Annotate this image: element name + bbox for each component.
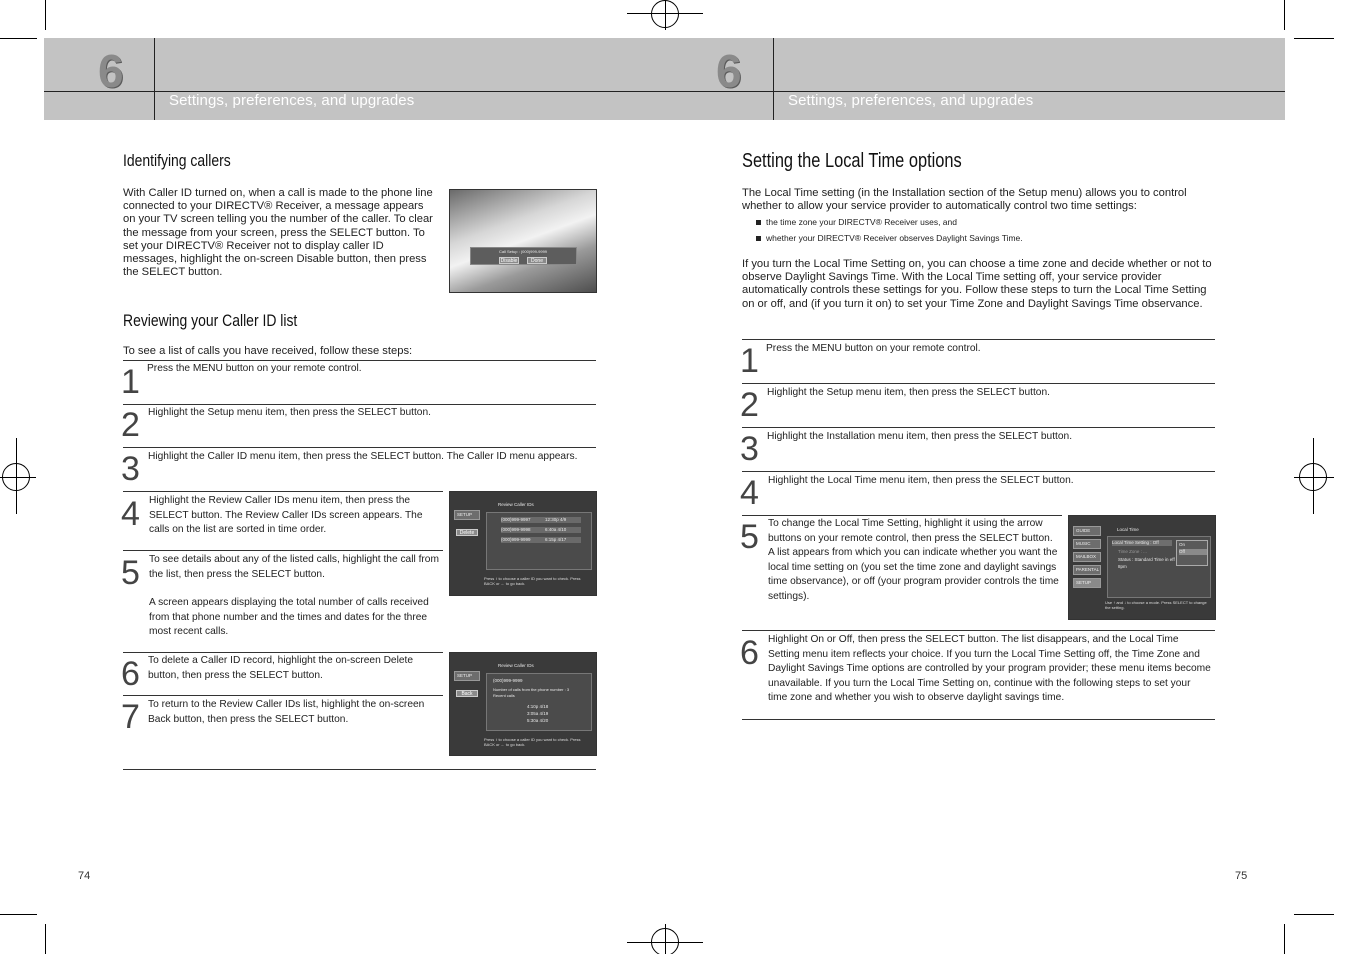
bullet-icon <box>756 220 761 225</box>
paragraph: With Caller ID turned on, when a call is made to the phone line connected to your DIRECTV® Receiver, a message appears on your TV screen telling you the number of the caller. To clear the message from your screen, press the SELECT button. To set your DIRECTV® Receiver not to display caller ID messages, highlight the on-screen Disable button, then press the SELECT button. <box>123 187 433 279</box>
review-callerids-screenshot <box>449 491 597 596</box>
step-number: 2 <box>740 386 759 424</box>
screen-title: Local Time <box>1117 527 1139 532</box>
list-item[interactable]: (000)999-9997 12:30p 4/9 <box>501 517 581 523</box>
step-text: Highlight the Review Caller IDs menu item, then press the SELECT button. The Review Caller IDs screen appears. The calls on the list are sorted in time order. <box>149 495 423 535</box>
step-rule <box>123 769 596 770</box>
crop-mark <box>45 924 46 954</box>
crop-mark <box>1284 0 1285 30</box>
list-item[interactable]: (000)999-9999 6:15p 4/17 <box>501 537 581 543</box>
call-count: Number of calls from the phone number : 3 <box>493 687 570 692</box>
paragraph: The Local Time setting (in the Installation section of the Setup menu) allows you to control whether to allow your service provider to automatically control two time settings: <box>742 187 1187 213</box>
option-on[interactable]: On <box>1179 542 1186 547</box>
step-number: 5 <box>121 554 140 592</box>
step-number: 2 <box>121 406 140 444</box>
local-time-screenshot <box>1068 515 1216 620</box>
paragraph: If you turn the Local Time Setting on, you can choose a time zone and decide whether or not to observe Daylight Savings Time. With the Local Time setting off, your service provider automatically controls these settings for you. Follow these steps to turn the Local Time Setting on or off, and (if you turn it on) to set your Time Zone and Daylight Savings Time observance. <box>742 258 1212 310</box>
bullet-icon <box>756 236 761 241</box>
step-rule <box>742 515 1062 516</box>
step-text: Highlight the Setup menu item, then press the SELECT button. <box>148 407 431 418</box>
chapter-number: 6 <box>98 45 124 97</box>
time-zone-setting: Time Zone : ... <box>1118 549 1147 554</box>
step-text: Highlight the Local Time menu item, then press the SELECT button. <box>768 475 1074 486</box>
step-text: To see details about any of the listed calls, highlight the call from the list, then press the SELECT button. <box>149 554 439 580</box>
step-rule <box>742 383 1215 384</box>
caller-number: (000)999-9999 <box>493 678 523 683</box>
step-rule <box>123 550 443 551</box>
crop-mark <box>0 914 37 915</box>
setup-tab[interactable]: SETUP <box>454 671 480 681</box>
step-rule <box>123 447 596 448</box>
page-number: 74 <box>78 870 91 882</box>
step-text: To delete a Caller ID record, highlight the on-screen Delete button, then press the SELECT button. <box>148 655 414 681</box>
callerid-dialog <box>470 247 577 265</box>
caller-list <box>486 512 592 570</box>
back-button[interactable]: Back <box>456 690 478 697</box>
step-number: 3 <box>740 430 759 468</box>
step-number: 7 <box>121 698 140 736</box>
time-status: Status : Standard Time in eff <box>1118 557 1175 562</box>
screen-title: Review Caller IDs <box>498 663 534 668</box>
setup-tab[interactable]: SETUP <box>454 510 480 520</box>
parental-tab[interactable]: PARENTAL <box>1073 565 1101 575</box>
crop-mark <box>0 38 37 39</box>
crop-mark <box>1294 38 1334 39</box>
step-rule <box>123 360 596 361</box>
chapter-title: Settings, preferences, and upgrades <box>788 92 1034 109</box>
mailbox-tab[interactable]: MAILBOX <box>1073 552 1101 562</box>
bullet-item: whether your DIRECTV® Receiver observes Daylight Savings Time. <box>756 230 1206 246</box>
dialog-title: Call Setup : (000)999-9999 <box>499 249 548 254</box>
header-divider <box>773 38 774 120</box>
recent-call: 5:30a 4/20 <box>527 718 549 723</box>
option-off[interactable]: Off <box>1179 549 1207 555</box>
paragraph: To see a list of calls you have received, follow these steps: <box>123 345 413 357</box>
section-heading: Reviewing your Caller ID list <box>123 311 298 330</box>
time-value: 8pm <box>1118 564 1127 569</box>
step-text: Highlight the Installation menu item, then press the SELECT button. <box>767 431 1073 442</box>
step-text: Highlight the Caller ID menu item, then press the SELECT button. The Caller ID menu appears. <box>148 451 578 462</box>
step-text: Highlight On or Off, then press the SELECT button. The list disappears, and the Local Time Setting menu item reflects your choice. If you turn the Local Time Setting off, the Time Zone and Daylight Savings Time options are controlled by your program provider; these menu items become unavailable. If you turn the Local Time Setting on, continue with the following steps to set your time zone and whether you wish to observe daylight savings time. <box>768 634 1211 703</box>
caller-detail-screenshot <box>449 652 597 756</box>
list-item[interactable]: (000)999-9998 6:40a 4/10 <box>501 527 581 533</box>
delete-button[interactable]: Delete <box>456 529 478 536</box>
step-rule <box>742 630 1215 631</box>
music-tab[interactable]: MUSIC <box>1073 539 1101 549</box>
section-heading: Identifying callers <box>123 151 231 170</box>
crop-mark <box>1294 914 1334 915</box>
bullet-item: the time zone your DIRECTV® Receiver uses, and <box>756 214 1206 230</box>
step-text: To return to the Review Caller IDs list, highlight the on-screen Back button, then press the SELECT button. <box>148 699 425 725</box>
step-rule <box>123 652 443 653</box>
recent-call: 4:10p 4/18 <box>527 704 549 709</box>
chapter-title: Settings, preferences, and upgrades <box>169 92 415 109</box>
step-rule <box>742 471 1215 472</box>
step-text: Highlight the Setup menu item, then press the SELECT button. <box>767 387 1050 398</box>
step-number: 6 <box>740 634 759 672</box>
callerid-popup-screenshot <box>449 189 597 293</box>
step-number: 5 <box>740 518 759 556</box>
local-time-setting[interactable]: Local Time Setting : Off <box>1112 540 1172 546</box>
step-text: Press the MENU button on your remote control. <box>147 363 362 374</box>
step-number: 3 <box>121 450 140 488</box>
screen-footer: Press ↕ to choose a caller ID you want to check. Press BACK or ← to go back. <box>484 737 581 747</box>
tv-sidebar <box>454 671 480 684</box>
step-rule <box>123 404 596 405</box>
step-number: 4 <box>121 495 140 533</box>
step-rule <box>742 427 1215 428</box>
guide-tab[interactable]: GUIDE <box>1073 526 1101 536</box>
crop-mark <box>45 0 46 30</box>
screen-title: Review Caller IDs <box>498 502 534 507</box>
page-number: 75 <box>1235 870 1248 882</box>
screen-footer: Use ↑ and ↓ to choose a mode. Press SELECT to change the setting. <box>1105 600 1207 610</box>
recent-label: Recent calls <box>493 693 515 698</box>
step-text: A screen appears displaying the total number of calls received from that phone number and the times and dates for the three most recent calls. <box>149 597 429 637</box>
step-rule <box>123 695 443 696</box>
step-rule <box>742 339 1215 340</box>
tv-sidebar <box>1073 526 1101 591</box>
section-heading: Setting the Local Time options <box>742 150 962 172</box>
screen-footer: Press ↕ to choose a caller ID you want to check. Press BACK or ← to go back. <box>484 576 581 586</box>
recent-call: 3:05a 4/19 <box>527 711 549 716</box>
caller-detail-panel <box>486 673 592 731</box>
step-text: Press the MENU button on your remote control. <box>766 343 981 354</box>
step-text: To change the Local Time Setting, highlight it using the arrow buttons on your remote control, then press the SELECT button. A list appears from which you can indicate whether you want the local time setting on (you set the time zone and daylight savings time observance), or off (your program provider controls the time settings). <box>768 518 1059 602</box>
header-divider <box>154 38 155 120</box>
step-rule <box>742 719 1215 720</box>
bullet-list <box>756 214 1206 246</box>
done-button[interactable]: Done <box>527 257 547 264</box>
tv-sidebar <box>454 510 480 523</box>
on-off-dropdown[interactable] <box>1176 540 1208 566</box>
local-time-panel <box>1107 536 1211 598</box>
step-rule <box>123 491 443 492</box>
step-number: 4 <box>740 474 759 512</box>
disable-button[interactable]: Disable <box>500 258 518 264</box>
setup-tab[interactable]: SETUP <box>1073 578 1101 588</box>
step-number: 6 <box>121 655 140 693</box>
step-number: 1 <box>121 363 140 401</box>
step-number: 1 <box>740 342 759 380</box>
chapter-number: 6 <box>716 45 742 97</box>
crop-mark <box>1284 924 1285 954</box>
